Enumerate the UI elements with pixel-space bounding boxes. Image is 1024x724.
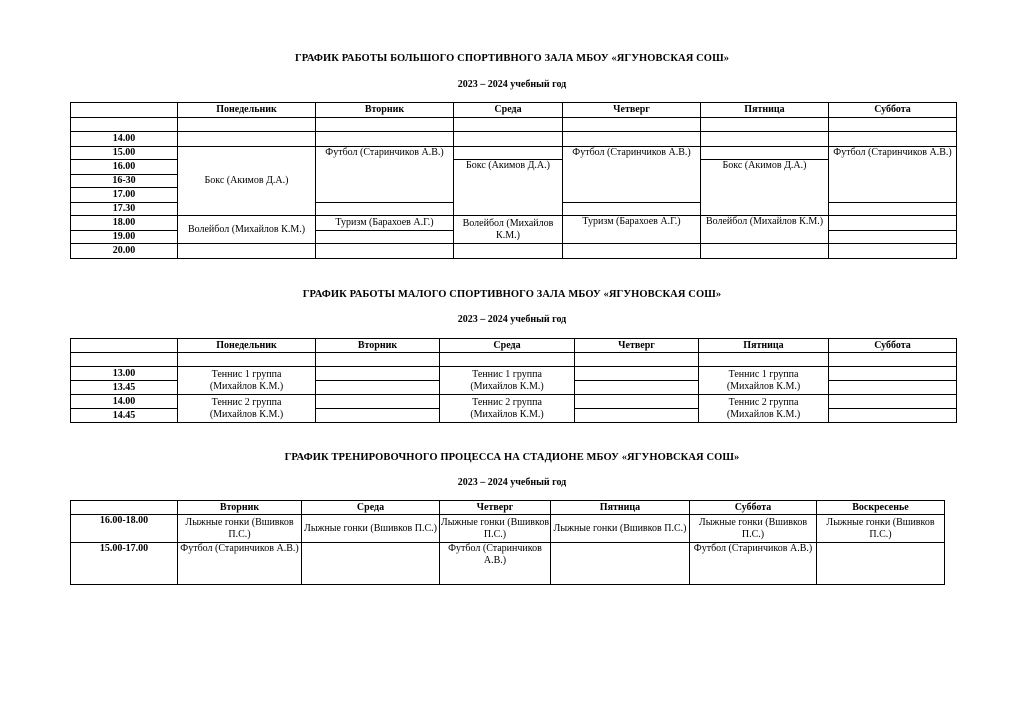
empty-cell bbox=[575, 409, 699, 423]
empty-cell bbox=[829, 409, 957, 423]
empty-cell bbox=[829, 132, 957, 147]
empty-cell bbox=[316, 381, 440, 395]
fri-tennis1-cell bbox=[699, 367, 829, 395]
time-cell: 13.00 bbox=[71, 367, 178, 381]
empty-cell bbox=[575, 395, 699, 409]
empty-cell bbox=[563, 244, 701, 259]
empty-cell bbox=[575, 381, 699, 395]
ski-cell: Лыжные гонки (Вшивков П.С.) bbox=[440, 515, 551, 543]
time-cell: 19.00 bbox=[71, 231, 178, 244]
fri-box-cell: Бокс (Акимов Д.А.) bbox=[701, 160, 829, 216]
empty-cell bbox=[829, 231, 957, 244]
ski-cell: Лыжные гонки (Вшивков П.С.) bbox=[302, 515, 440, 543]
small-hall-year: 2023 – 2024 учебный год bbox=[457, 314, 567, 325]
mon-tennis1-cell bbox=[178, 367, 316, 395]
empty-cell bbox=[563, 132, 701, 147]
empty-cell bbox=[699, 353, 829, 367]
tennis-group-label: Теннис 1 группа bbox=[211, 368, 282, 380]
header-day: Суббота bbox=[690, 501, 817, 515]
empty-cell bbox=[701, 132, 829, 147]
header-empty bbox=[71, 501, 178, 515]
coach-label: (Михайлов К.М.) bbox=[209, 380, 284, 392]
empty-cell bbox=[563, 118, 701, 132]
header-day: Среда bbox=[440, 339, 575, 353]
empty-cell bbox=[575, 367, 699, 381]
ski-cell: Лыжные гонки (Вшивков П.С.) bbox=[178, 515, 302, 543]
stadium-title: ГРАФИК ТРЕНИРОВОЧНОГО ПРОЦЕССА НА СТАДИОНЕ МБОУ «ЯГУНОВСКАЯ СОШ» bbox=[284, 452, 740, 463]
empty-cell bbox=[316, 118, 454, 132]
time-cell: 16.00-18.00 bbox=[71, 515, 178, 543]
small-hall-schedule bbox=[70, 338, 957, 423]
header-day: Воскресенье bbox=[817, 501, 945, 515]
empty-cell bbox=[829, 367, 957, 381]
tennis-group-label: Теннис 1 группа bbox=[728, 368, 799, 380]
header-day: Пятница bbox=[699, 339, 829, 353]
header-day: Вторник bbox=[178, 501, 302, 515]
wed-tennis1-cell bbox=[440, 367, 575, 395]
header-day: Четверг bbox=[563, 103, 701, 118]
empty-cell bbox=[817, 543, 945, 585]
header-day: Суббота bbox=[829, 339, 957, 353]
small-hall-title: ГРАФИК РАБОТЫ МАЛОГО СПОРТИВНОГО ЗАЛА МБОУ «ЯГУНОВСКАЯ СОШ» bbox=[302, 289, 722, 300]
wed-box-cell: Бокс (Акимов Д.А.) bbox=[454, 160, 563, 216]
wed-volley-cell: Волейбол (Михайлов К.М.) bbox=[454, 216, 563, 244]
stadium-year: 2023 – 2024 учебный год bbox=[457, 477, 567, 488]
header-day: Пятница bbox=[701, 103, 829, 118]
fri-volley-cell: Волейбол (Михайлов К.М.) bbox=[701, 216, 829, 244]
sat-football-cell: Футбол (Старинчиков А.В.) bbox=[829, 147, 957, 203]
empty-cell bbox=[829, 203, 957, 216]
empty-cell bbox=[316, 231, 454, 244]
empty-cell bbox=[563, 203, 701, 216]
football-cell: Футбол (Старинчиков А.В.) bbox=[690, 543, 817, 585]
time-cell: 14.00 bbox=[71, 132, 178, 147]
empty-cell bbox=[829, 395, 957, 409]
empty-cell bbox=[316, 244, 454, 259]
time-cell: 15.00-17.00 bbox=[71, 543, 178, 585]
empty-cell bbox=[829, 118, 957, 132]
ski-cell: Лыжные гонки (Вшивков П.С.) bbox=[551, 515, 690, 543]
big-hall-year: 2023 – 2024 учебный год bbox=[457, 79, 567, 90]
header-day: Четверг bbox=[440, 501, 551, 515]
empty-cell bbox=[551, 543, 690, 585]
coach-label: (Михайлов К.М.) bbox=[726, 408, 801, 420]
empty-cell bbox=[454, 147, 563, 160]
header-day: Понедельник bbox=[178, 339, 316, 353]
empty-cell bbox=[316, 353, 440, 367]
header-empty bbox=[71, 103, 178, 118]
header-day: Вторник bbox=[316, 103, 454, 118]
time-cell: 17.30 bbox=[71, 203, 178, 216]
empty-cell bbox=[454, 132, 563, 147]
mon-volley-cell: Волейбол (Михайлов К.М.) bbox=[178, 216, 316, 244]
header-day: Суббота bbox=[829, 103, 957, 118]
empty-cell bbox=[178, 118, 316, 132]
empty-cell bbox=[316, 409, 440, 423]
stadium-schedule bbox=[70, 500, 945, 585]
time-cell: 16-30 bbox=[71, 175, 178, 188]
empty-cell bbox=[71, 353, 178, 367]
empty-cell bbox=[440, 353, 575, 367]
header-day: Вторник bbox=[316, 339, 440, 353]
header-empty bbox=[71, 339, 178, 353]
empty-cell bbox=[701, 147, 829, 160]
thu-football-cell: Футбол (Старинчиков А.В.) bbox=[563, 147, 701, 203]
header-day: Пятница bbox=[551, 501, 690, 515]
empty-cell bbox=[829, 381, 957, 395]
time-cell: 18.00 bbox=[71, 216, 178, 231]
empty-cell bbox=[701, 244, 829, 259]
tennis-group-label: Теннис 2 группа bbox=[211, 396, 282, 408]
time-cell: 13.45 bbox=[71, 381, 178, 395]
empty-cell bbox=[454, 244, 563, 259]
time-cell: 16.00 bbox=[71, 160, 178, 175]
empty-cell bbox=[71, 118, 178, 132]
football-cell: Футбол (Старинчиков А.В.) bbox=[440, 543, 551, 585]
mon-tennis2-cell bbox=[178, 395, 316, 423]
time-cell: 15.00 bbox=[71, 147, 178, 160]
empty-cell bbox=[829, 353, 957, 367]
wed-tennis2-cell bbox=[440, 395, 575, 423]
header-day: Четверг bbox=[575, 339, 699, 353]
tennis-group-label: Теннис 2 группа bbox=[728, 396, 799, 408]
empty-cell bbox=[829, 244, 957, 259]
time-cell: 20.00 bbox=[71, 244, 178, 259]
thu-tourism-cell: Туризм (Барахоев А.Г.) bbox=[563, 216, 701, 244]
tue-football-cell: Футбол (Старинчиков А.В.) bbox=[316, 147, 454, 203]
empty-cell bbox=[454, 118, 563, 132]
coach-label: (Михайлов К.М.) bbox=[470, 408, 544, 420]
big-hall-title: ГРАФИК РАБОТЫ БОЛЬШОГО СПОРТИВНОГО ЗАЛА МБОУ «ЯГУНОВСКАЯ СОШ» bbox=[294, 53, 730, 64]
time-cell: 14.45 bbox=[71, 409, 178, 423]
tennis-group-label: Теннис 2 группа bbox=[472, 396, 542, 408]
empty-cell bbox=[316, 132, 454, 147]
time-cell: 14.00 bbox=[71, 395, 178, 409]
empty-cell bbox=[316, 367, 440, 381]
tennis-group-label: Теннис 1 группа bbox=[472, 368, 542, 380]
empty-cell bbox=[575, 353, 699, 367]
empty-cell bbox=[302, 543, 440, 585]
fri-tennis2-cell bbox=[699, 395, 829, 423]
football-cell: Футбол (Старинчиков А.В.) bbox=[178, 543, 302, 585]
time-cell: 17.00 bbox=[71, 188, 178, 203]
header-day: Среда bbox=[454, 103, 563, 118]
ski-cell: Лыжные гонки (Вшивков П.С.) bbox=[690, 515, 817, 543]
coach-label: (Михайлов К.М.) bbox=[726, 380, 801, 392]
ski-cell: Лыжные гонки (Вшивков П.С.) bbox=[817, 515, 945, 543]
empty-cell bbox=[316, 395, 440, 409]
empty-cell bbox=[178, 132, 316, 147]
empty-cell bbox=[829, 216, 957, 231]
header-day: Среда bbox=[302, 501, 440, 515]
mon-box-cell: Бокс (Акимов Д.А.) bbox=[178, 147, 316, 216]
empty-cell bbox=[178, 244, 316, 259]
coach-label: (Михайлов К.М.) bbox=[470, 380, 544, 392]
header-day: Понедельник bbox=[178, 103, 316, 118]
big-hall-schedule bbox=[70, 102, 957, 259]
coach-label: (Михайлов К.М.) bbox=[209, 408, 284, 420]
tue-tourism-cell: Туризм (Барахоев А.Г.) bbox=[316, 216, 454, 231]
empty-cell bbox=[178, 353, 316, 367]
empty-cell bbox=[316, 203, 454, 216]
empty-cell bbox=[701, 118, 829, 132]
